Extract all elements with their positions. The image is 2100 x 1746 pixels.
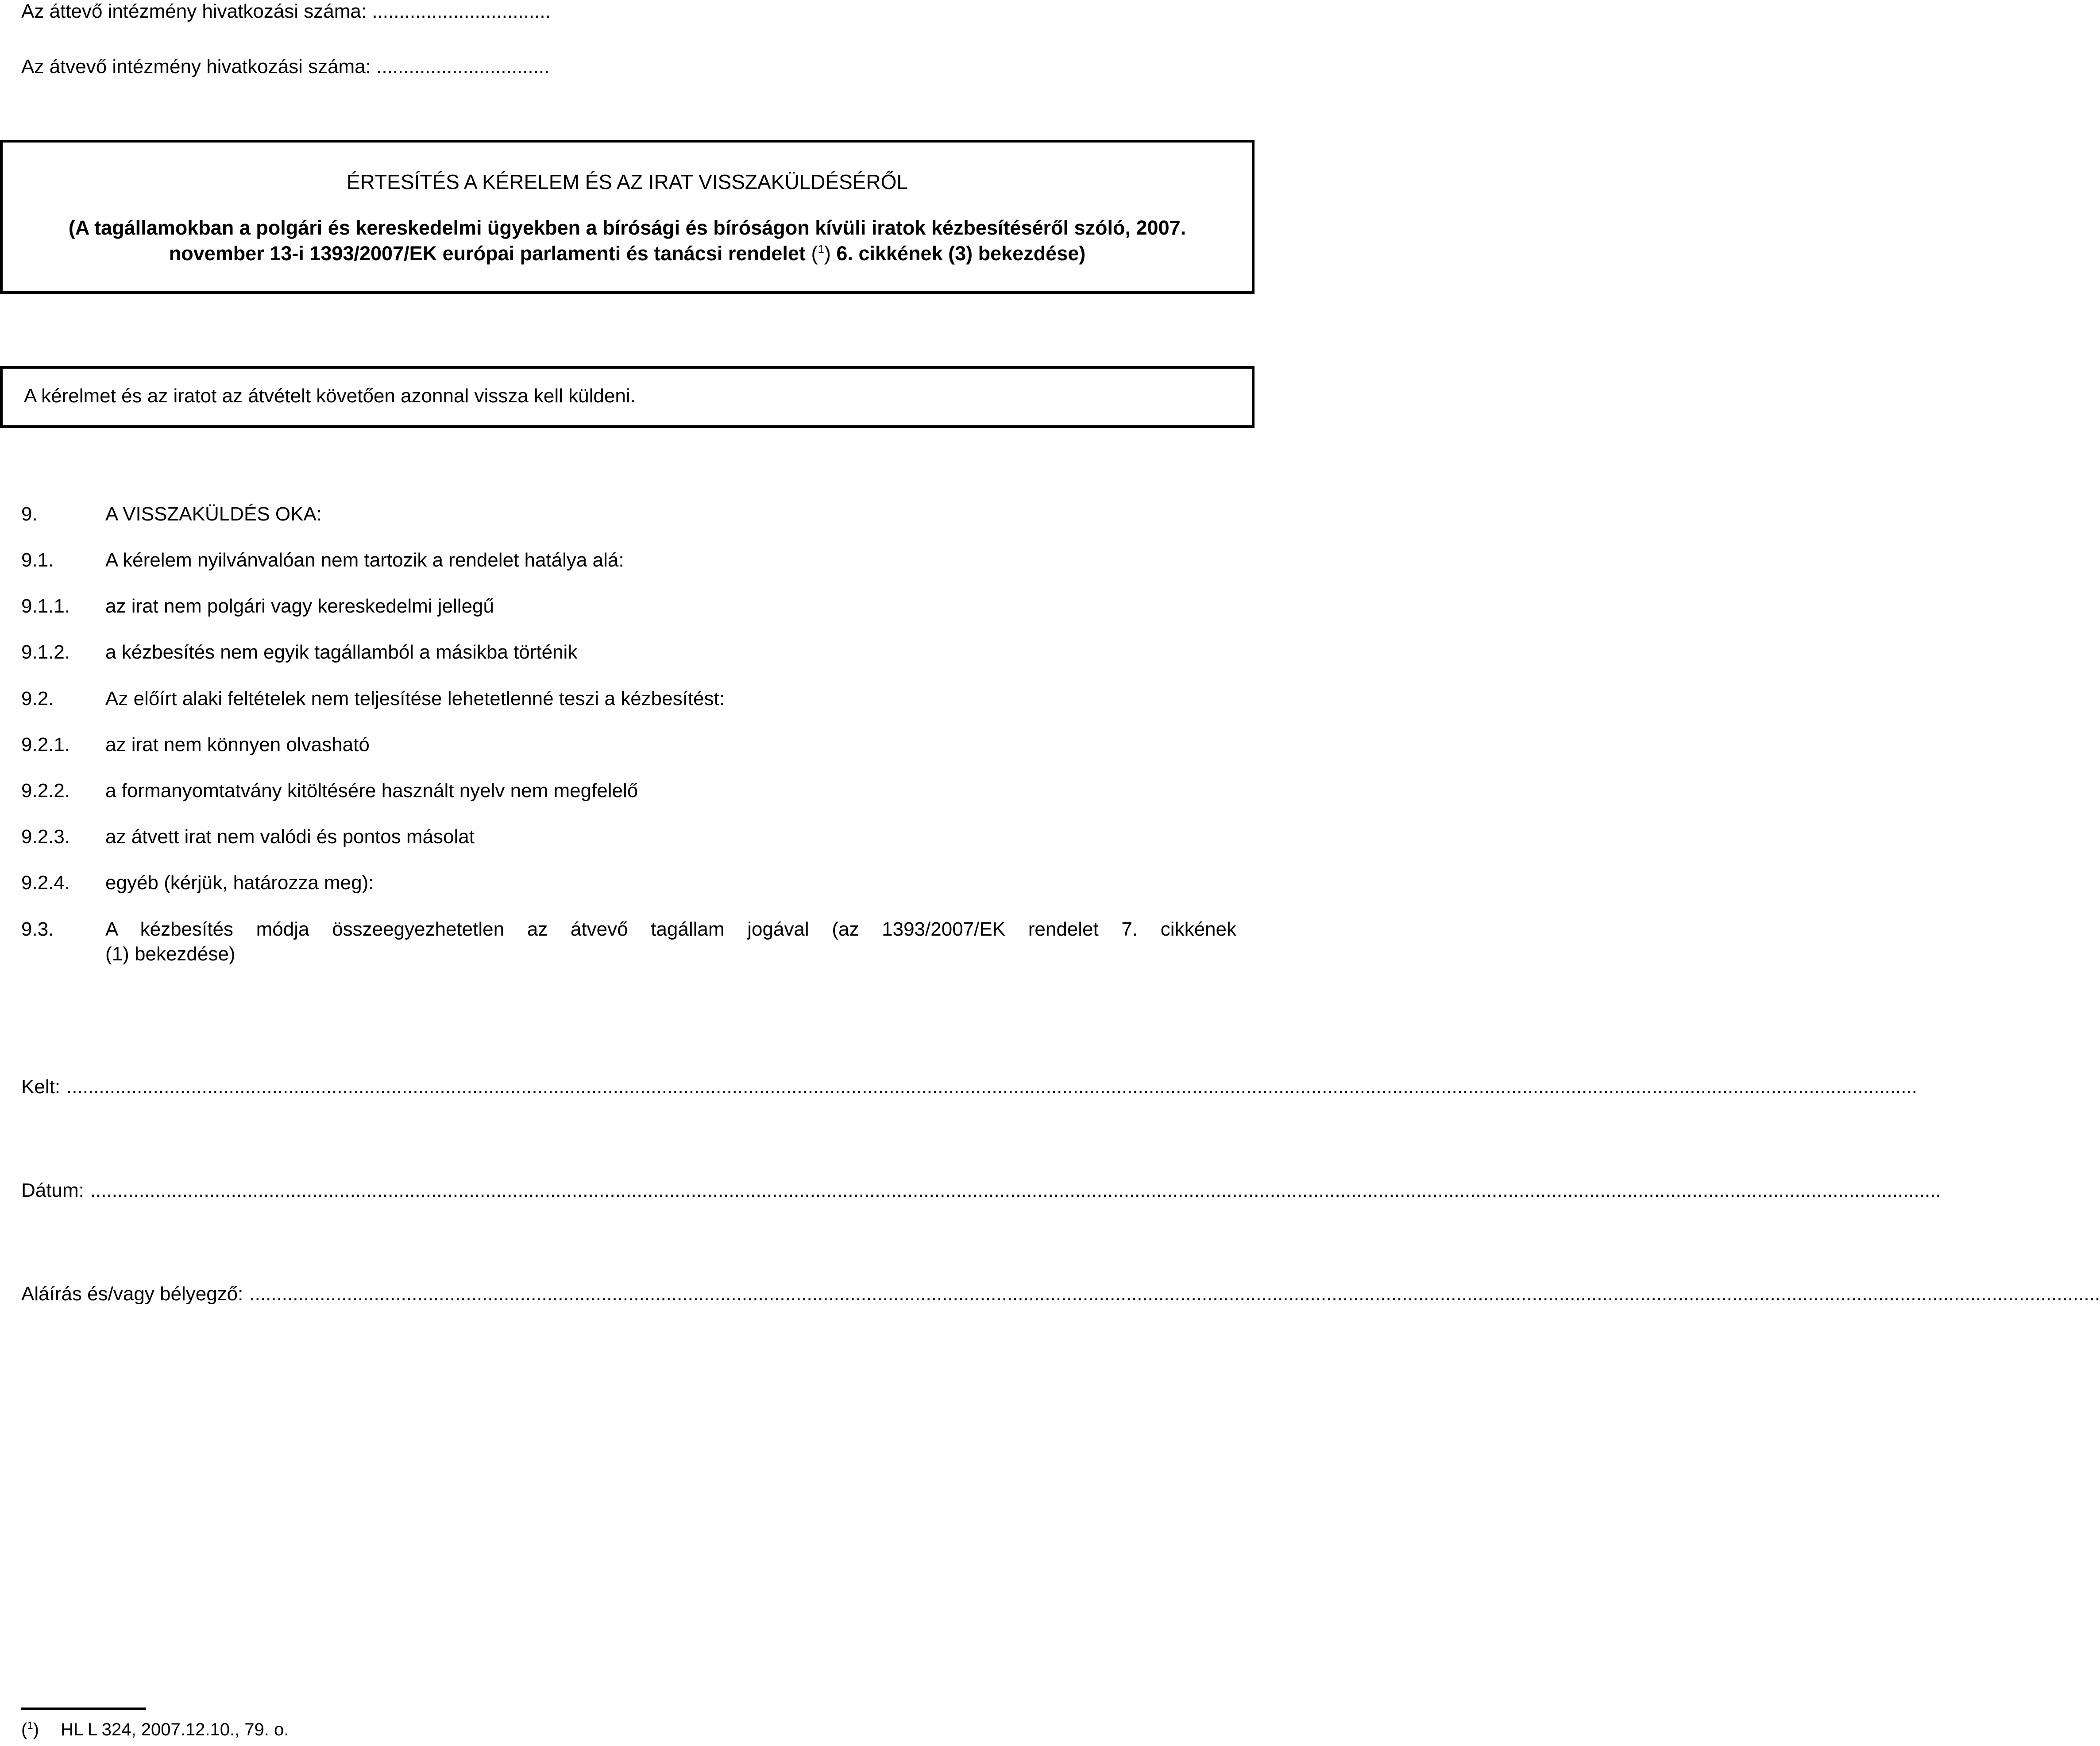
place-label: Kelt: (21, 1076, 61, 1098)
date-label: Dátum: (21, 1179, 84, 1201)
footnote-paren-close: ) (33, 1720, 39, 1739)
item-text: a formanyomtatvány kitöltésére használt nyelv nem megfelelő (105, 780, 638, 802)
form-title: ÉRTESÍTÉS A KÉRELEM ÉS AZ IRAT VISSZAKÜLDÉSÉRŐL (347, 170, 908, 193)
notice-box (0, 366, 1255, 428)
footnote (21, 1719, 289, 1740)
item-text: az irat nem polgári vagy kereskedelmi jellegű (105, 595, 494, 617)
date-line[interactable] (21, 1179, 1941, 1203)
item-text: az irat nem könnyen olvasható (105, 734, 370, 755)
item-text: A kérelem nyilvánvalóan nem tartozik a rendelet hatálya alá: (105, 549, 624, 571)
form-subtitle (29, 215, 1225, 266)
item-9-3[interactable] (21, 918, 1236, 971)
item-number: 9.1. (21, 549, 54, 571)
signature-line[interactable] (21, 1283, 2100, 1306)
item-number: 9.2.3. (21, 826, 70, 848)
sender-reference-field[interactable]: ................................. (372, 0, 551, 22)
footnote-text: HL L 324, 2007.12.10., 79. o. (61, 1720, 289, 1739)
signature-field[interactable]: ...................................................................................................................................................................................................................................................................................................................................................... (249, 1283, 2100, 1305)
subtitle-part2: 6. cikkének (3) bekezdése) (836, 242, 1086, 265)
receiver-reference-line (21, 55, 549, 79)
subtitle-paren-close: ) (824, 242, 831, 265)
place-line[interactable] (21, 1075, 1917, 1099)
item-number: 9.2.2. (21, 780, 70, 802)
item-number: 9.2.4. (21, 872, 70, 894)
footnote-paren-open: ( (21, 1720, 27, 1739)
footnote-number: 1 (27, 1719, 33, 1732)
item-text-line2: (1) bekezdése) (105, 943, 235, 965)
item-text: egyéb (kérjük, határozza meg): (105, 872, 374, 894)
footnote-divider (21, 1707, 146, 1710)
item-text: a kézbesítés nem egyik tagállamból a másikba történik (105, 641, 578, 663)
item-text: az átvett irat nem valódi és pontos másolat (105, 826, 475, 848)
item-text: A VISSZAKÜLDÉS OKA: (105, 503, 322, 525)
item-number: 9.2. (21, 688, 54, 709)
subtitle-paren-open: ( (811, 242, 818, 265)
sender-reference-line (21, 0, 551, 23)
sender-reference-label: Az áttevő intézmény hivatkozási száma: (21, 0, 367, 22)
item-text (105, 918, 1236, 941)
footnote-marker (21, 1720, 39, 1739)
receiver-reference-field[interactable]: ................................ (376, 56, 550, 77)
item-number: 9.1.2. (21, 641, 70, 663)
item-text-line1: A kézbesítés módja összeegyezhetetlen az átvevő tagállam jogával (az 1393/2007/EK rendelet 7. cikkének (105, 918, 1236, 940)
item-number: 9. (21, 503, 38, 525)
receiver-reference-label: Az átvevő intézmény hivatkozási száma: (21, 56, 371, 77)
date-field[interactable]: ...................................................................................................................................................................................................................................................................................................................................................... (90, 1179, 1941, 1201)
signature-label: Aláírás és/vagy bélyegző: (21, 1283, 243, 1305)
notice-text: A kérelmet és az iratot az átvételt követően azonnal vissza kell küldeni. (24, 385, 636, 407)
subtitle-part1: (A tagállamokban a polgári és kereskedelmi ügyekben a bírósági és bíróságon kívüli iratok kézbesítéséről szóló, 2007. november 13-i 1393/2007/EK európai parlamenti és tanácsi rendelet (68, 216, 1186, 265)
place-field[interactable]: ...................................................................................................................................................................................................................................................................................................................................................... (66, 1076, 1917, 1098)
subtitle-footnote-ref: 1 (818, 243, 824, 256)
item-text: Az előírt alaki feltételek nem teljesítése lehetetlenné teszi a kézbesítést: (105, 688, 725, 709)
item-number: 9.3. (21, 918, 54, 940)
item-number: 9.2.1. (21, 734, 70, 755)
item-number: 9.1.1. (21, 595, 70, 617)
title-box (0, 140, 1255, 294)
